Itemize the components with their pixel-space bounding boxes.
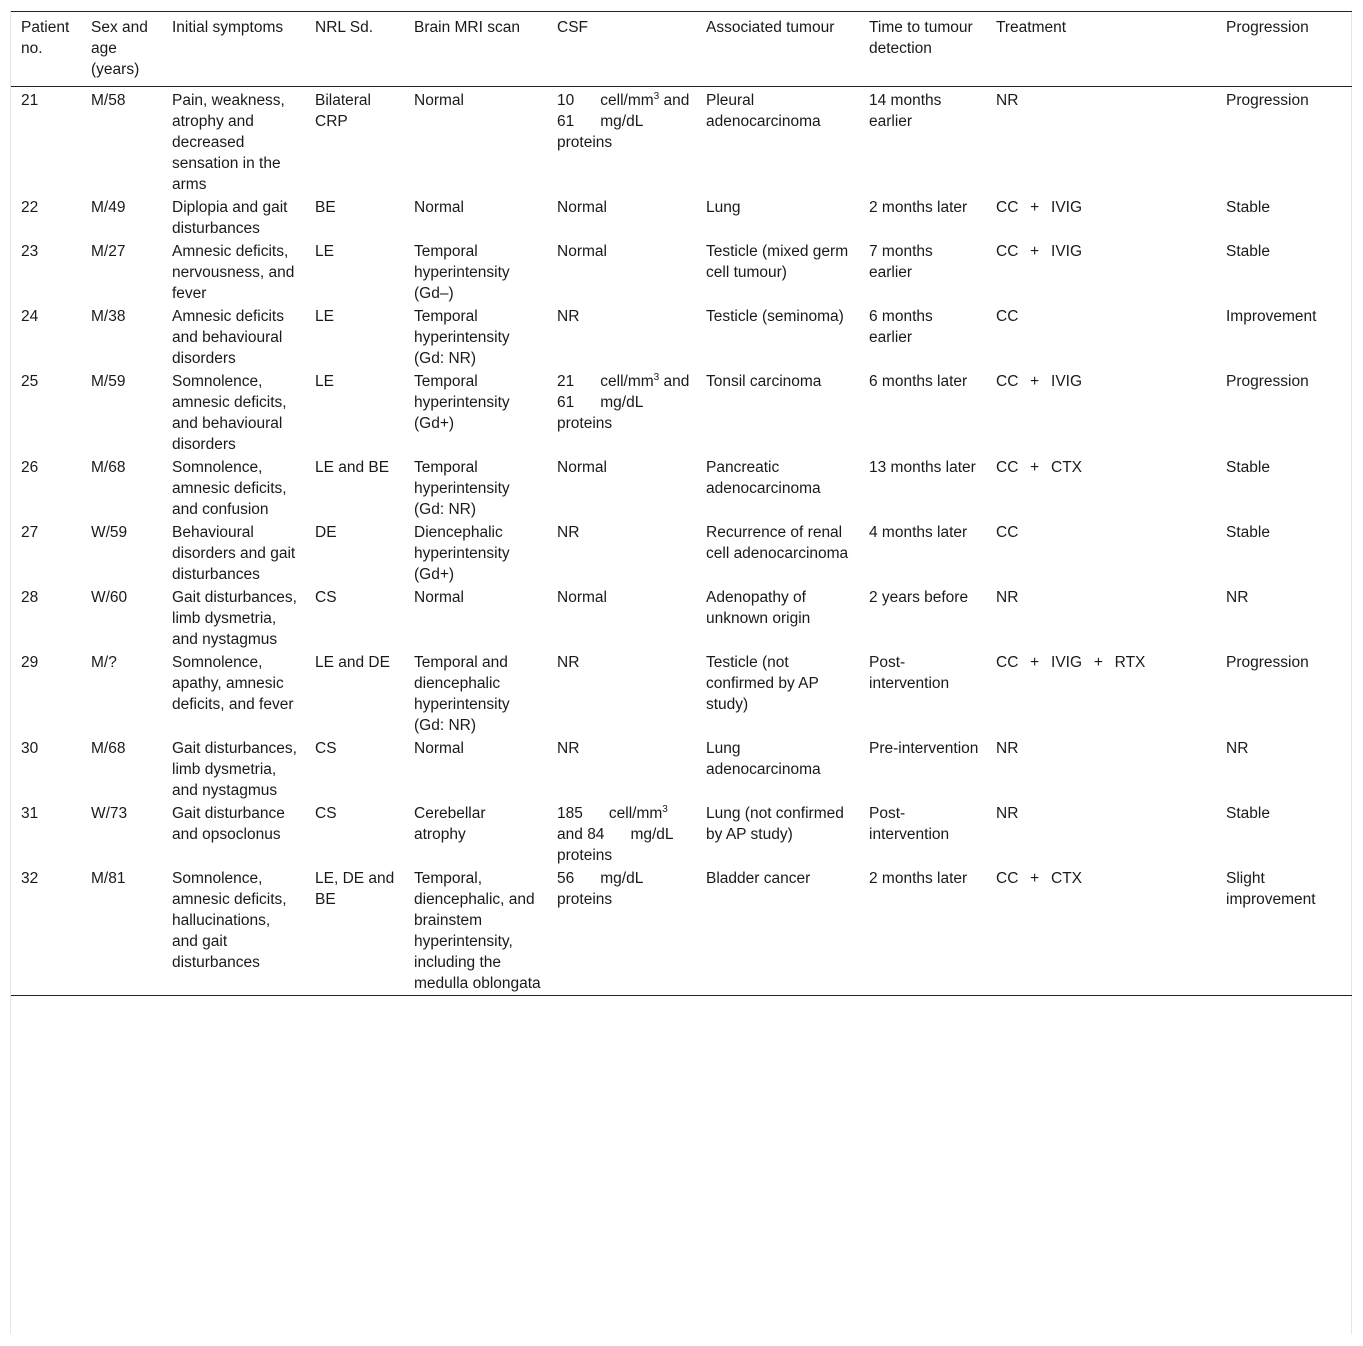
cell-symptoms: Gait disturbance and opsoclonus	[172, 805, 285, 843]
cell-time: 2 months later	[869, 870, 968, 887]
cell-patient: 24	[21, 308, 39, 325]
cell-time: 6 months later	[869, 373, 968, 390]
cell-tumour: Pleural adenocarcinoma	[706, 92, 821, 130]
cell-sex-age: M/59	[91, 373, 126, 390]
cell-sex-age: M/?	[91, 654, 117, 671]
cell-treatment: NR	[996, 92, 1019, 109]
cell-patient: 23	[21, 243, 39, 260]
header-row	[11, 12, 1352, 87]
cell-tumour: Lung adenocarcinoma	[706, 740, 821, 778]
cell-symptoms: Amnesic deficits, nervousness, and fever	[172, 243, 295, 302]
cell-symptoms: Somnolence, amnesic deficits, hallucinations, and gait disturbances	[172, 870, 287, 971]
cell-progression: Stable	[1226, 459, 1270, 476]
cell-treatment: CC	[996, 308, 1019, 325]
cell-csf: Normal	[557, 199, 607, 216]
table-header	[11, 12, 1352, 87]
cell-tumour: Testicle (mixed germ cell tumour)	[706, 243, 849, 281]
table-row	[11, 305, 1352, 370]
cell-csf: NR	[557, 524, 580, 541]
cell-treatment: CC + CTX	[996, 870, 1083, 887]
cell-nrl: CS	[315, 740, 337, 757]
header-cell: Time to tumour detection	[869, 19, 973, 57]
cell-symptoms: Gait disturbances, limb dysmetria, and nystagmus	[172, 740, 297, 799]
cell-time: Pre-intervention	[869, 740, 979, 757]
cell-sex-age: W/73	[91, 805, 128, 822]
cell-symptoms: Somnolence, amnesic deficits, and behavioural disorders	[172, 373, 287, 453]
cell-patient: 21	[21, 92, 39, 109]
cell-mri: Normal	[414, 199, 464, 216]
cell-time: Post-intervention	[869, 805, 950, 843]
header-cell: NRL Sd.	[315, 19, 374, 36]
cell-symptoms: Diplopia and gait disturbances	[172, 199, 288, 237]
cell-csf: 185 cell/$mm^3$ and 84 mg/dL proteins	[557, 803, 673, 864]
cell-mri: Diencephalic hyperintensity (Gd+)	[414, 524, 510, 583]
cell-patient: 32	[21, 870, 39, 887]
cell-progression: Stable	[1226, 199, 1270, 216]
cell-progression: Stable	[1226, 524, 1270, 541]
cell-treatment: CC	[996, 524, 1019, 541]
header-cell: Sex and age (years)	[91, 19, 148, 78]
cell-csf: NR	[557, 654, 580, 671]
cell-sex-age: W/59	[91, 524, 128, 541]
cell-sex-age: M/49	[91, 199, 126, 216]
cell-patient: 27	[21, 524, 39, 541]
table-row	[11, 370, 1352, 456]
table-row	[11, 521, 1352, 586]
header-cell: CSF	[557, 19, 588, 36]
cell-time: Post-intervention	[869, 654, 950, 692]
cell-mri: Cerebellar atrophy	[414, 805, 486, 843]
cell-nrl: CS	[315, 805, 337, 822]
cell-symptoms: Behavioural disorders and gait disturbances	[172, 524, 296, 583]
cell-treatment: NR	[996, 740, 1019, 757]
cell-progression: NR	[1226, 589, 1249, 606]
cell-nrl: Bilateral CRP	[315, 92, 371, 130]
cell-nrl: LE	[315, 373, 334, 390]
cell-time: 14 months earlier	[869, 92, 942, 130]
cell-tumour: Testicle (seminoma)	[706, 308, 844, 325]
cell-tumour: Lung	[706, 199, 741, 216]
cell-patient: 25	[21, 373, 39, 390]
cell-symptoms: Somnolence, amnesic deficits, and confusion	[172, 459, 287, 518]
cell-time: 6 months earlier	[869, 308, 933, 346]
cell-mri: Temporal hyperintensity (Gd: NR)	[414, 459, 510, 518]
cell-treatment: CC + IVIG + RTX	[996, 654, 1146, 671]
cell-sex-age: M/68	[91, 459, 126, 476]
cell-tumour: Bladder cancer	[706, 870, 811, 887]
cell-progression: Slight improvement	[1226, 870, 1316, 908]
cell-patient: 28	[21, 589, 39, 606]
cell-sex-age: M/38	[91, 308, 126, 325]
table-row	[11, 87, 1352, 197]
cell-treatment: NR	[996, 805, 1019, 822]
cell-csf: 21 cell/$mm^3$ and 61 mg/dL proteins	[557, 371, 690, 432]
cell-nrl: LE	[315, 308, 334, 325]
table-row	[11, 196, 1352, 240]
cell-progression: Progression	[1226, 654, 1309, 671]
cell-time: 2 years before	[869, 589, 969, 606]
cell-progression: Stable	[1226, 243, 1270, 260]
cell-patient: 30	[21, 740, 39, 757]
cell-csf: Normal	[557, 459, 607, 476]
header-cell: Initial symptoms	[172, 19, 284, 36]
cell-nrl: BE	[315, 199, 336, 216]
cell-sex-age: W/60	[91, 589, 128, 606]
cell-treatment: CC + CTX	[996, 459, 1083, 476]
cell-progression: Progression	[1226, 92, 1309, 109]
cell-mri: Normal	[414, 740, 464, 757]
cell-csf: 56 mg/dL proteins	[557, 870, 643, 908]
cell-treatment: CC + IVIG	[996, 373, 1083, 390]
cell-progression: Stable	[1226, 805, 1270, 822]
cell-patient: 29	[21, 654, 39, 671]
table-body	[11, 87, 1352, 996]
cell-symptoms: Pain, weakness, atrophy and decreased sensation in the arms	[172, 92, 285, 193]
header-cell: Associated tumour	[706, 19, 835, 36]
cell-patient: 22	[21, 199, 39, 216]
table-row	[11, 737, 1352, 802]
cell-sex-age: M/58	[91, 92, 126, 109]
cell-mri: Temporal hyperintensity (Gd+)	[414, 373, 510, 432]
cell-treatment: CC + IVIG	[996, 243, 1083, 260]
cell-nrl: CS	[315, 589, 337, 606]
cell-mri: Temporal, diencephalic, and brainstem hyperintensity, including the medulla oblongata	[414, 870, 541, 992]
cell-csf: Normal	[557, 243, 607, 260]
cell-patient: 26	[21, 459, 39, 476]
header-cell: Progression	[1226, 19, 1309, 36]
cell-sex-age: M/81	[91, 870, 126, 887]
cell-tumour: Tonsil carcinoma	[706, 373, 822, 390]
cell-treatment: NR	[996, 589, 1019, 606]
cell-mri: Normal	[414, 589, 464, 606]
cell-symptoms: Somnolence, apathy, amnesic deficits, and fever	[172, 654, 294, 713]
table-row	[11, 240, 1352, 305]
cell-mri: Temporal hyperintensity (Gd–)	[414, 243, 510, 302]
cell-progression: Improvement	[1226, 308, 1317, 325]
table-row	[11, 802, 1352, 867]
cell-nrl: LE and BE	[315, 459, 390, 476]
cell-sex-age: M/27	[91, 243, 126, 260]
cell-nrl: LE	[315, 243, 334, 260]
cell-symptoms: Gait disturbances, limb dysmetria, and nystagmus	[172, 589, 297, 648]
cell-tumour: Adenopathy of unknown origin	[706, 589, 811, 627]
cell-nrl: LE and DE	[315, 654, 390, 671]
header-cell: Brain MRI scan	[414, 19, 520, 36]
cell-mri: Normal	[414, 92, 464, 109]
header-cell: Treatment	[996, 19, 1067, 36]
cell-tumour: Pancreatic adenocarcinoma	[706, 459, 821, 497]
cell-symptoms: Amnesic deficits and behavioural disorders	[172, 308, 284, 367]
cell-patient: 31	[21, 805, 39, 822]
cell-time: 13 months later	[869, 459, 976, 476]
cell-csf: Normal	[557, 589, 607, 606]
cell-sex-age: M/68	[91, 740, 126, 757]
cell-nrl: DE	[315, 524, 337, 541]
cell-mri: Temporal hyperintensity (Gd: NR)	[414, 308, 510, 367]
cell-csf: NR	[557, 308, 580, 325]
cell-csf: 10 cell/$mm^3$ and 61 mg/dL proteins	[557, 90, 690, 151]
patients-table	[11, 11, 1352, 996]
table-row	[11, 586, 1352, 651]
cell-tumour: Recurrence of renal cell adenocarcinoma	[706, 524, 849, 562]
cell-time: 4 months later	[869, 524, 968, 541]
cell-time: 2 months later	[869, 199, 968, 216]
cell-treatment: CC + IVIG	[996, 199, 1083, 216]
cell-time: 7 months earlier	[869, 243, 933, 281]
cell-mri: Temporal and diencephalic hyperintensity (Gd: NR)	[414, 654, 510, 734]
cell-progression: Progression	[1226, 373, 1309, 390]
cell-tumour: Lung (not confirmed by AP study)	[706, 805, 844, 843]
table-row	[11, 651, 1352, 737]
header-cell: Patient no.	[21, 19, 70, 57]
cell-tumour: Testicle (not confirmed by AP study)	[706, 654, 819, 713]
table-row	[11, 456, 1352, 521]
cell-progression: NR	[1226, 740, 1249, 757]
table-row	[11, 867, 1352, 996]
cell-csf: NR	[557, 740, 580, 757]
cell-nrl: LE, DE and BE	[315, 870, 395, 908]
